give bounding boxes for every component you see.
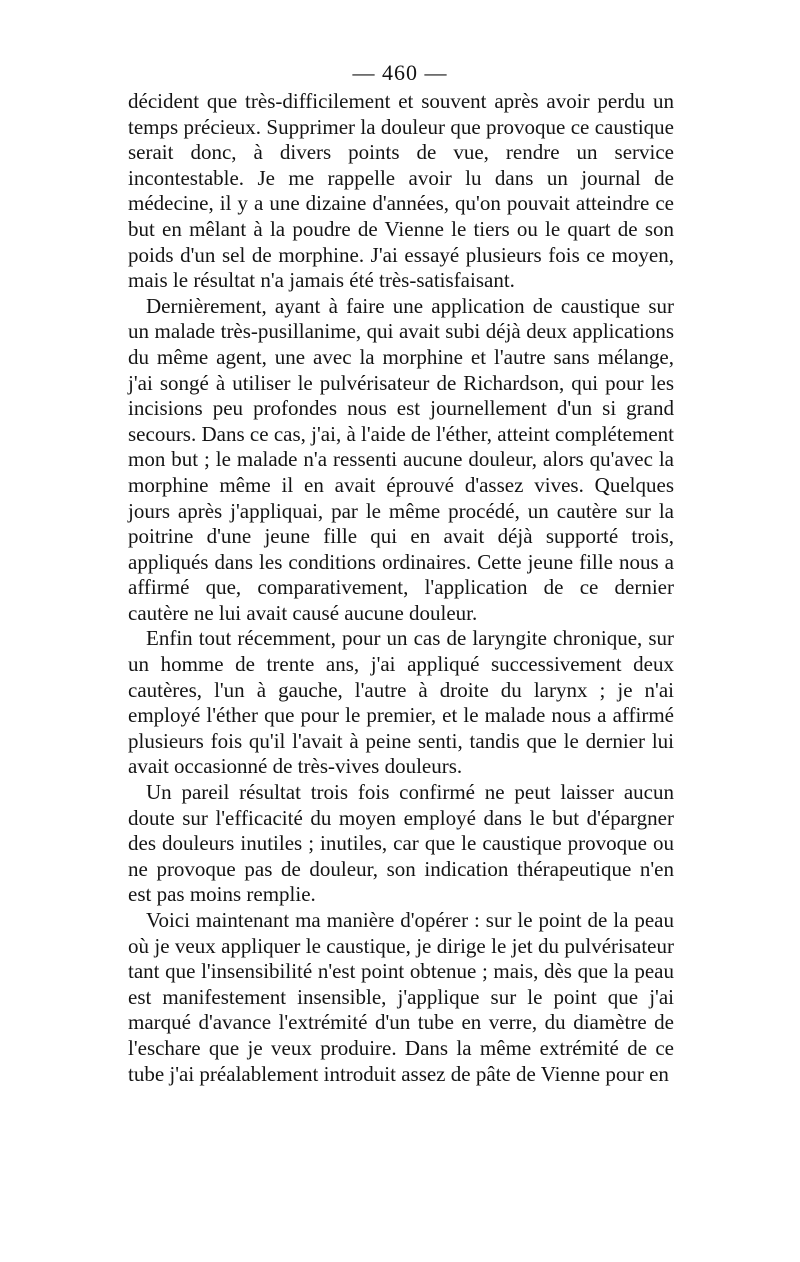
body-text bbox=[128, 89, 674, 1087]
page-number: — 460 — bbox=[352, 60, 448, 85]
paragraph-5: Voici maintenant ma manière d'opérer : sur le point de la peau où je veux appliquer le caustique, je dirige le jet du pulvérisateur tant que l'insensibilité n'est point obtenue ; mais, dès que la peau est manifestement insensible, j'applique sur le point que j'ai marqué d'avance l'extrémité d'un tube en verre, du diamètre de l'eschare que je veux produire. Dans la même extrémité de ce tube j'ai préalablement introduit assez de pâte de Vienne pour en bbox=[128, 908, 674, 1086]
paragraph-1: décident que très-difficilement et souvent après avoir perdu un temps précieux. Supprimer la douleur que provoque ce caustique serait donc, à divers points de vue, rendre un service incontestable. Je me rappelle avoir lu dans un journal de médecine, il y a une dizaine d'années, qu'on pouvait atteindre ce but en mêlant à la poudre de Vienne le tiers ou le quart de son poids d'un sel de morphine. J'ai essayé plusieurs fois ce moyen, mais le résultat n'a jamais été très-satisfaisant. bbox=[128, 89, 674, 293]
paragraph-2: Dernièrement, ayant à faire une application de caustique sur un malade très-pusillanime, qui avait subi déjà deux applications du même agent, une avec la morphine et l'autre sans mélange, j'ai songé à utiliser le pulvérisateur de Richardson, qui pour les incisions peu profondes nous est journellement d'un si grand secours. Dans ce cas, j'ai, à l'aide de l'éther, atteint complétement mon but ; le malade n'a ressenti aucune douleur, alors qu'avec la morphine même il en avait éprouvé d'assez vives. Quelques jours après j'appliquai, par le même procédé, un cautère sur la poitrine d'une jeune fille qui en avait déjà supporté trois, appliqués dans les conditions ordinaires. Cette jeune fille nous a affirmé que, comparativement, l'application de ce dernier cautère ne lui avait causé aucune douleur. bbox=[128, 293, 674, 625]
paragraph-3: Enfin tout récemment, pour un cas de laryngite chronique, sur un homme de trente ans, j'ai appliqué successivement deux cautères, l'un à gauche, l'autre à droite du larynx ; je n'ai employé l'éther que pour le premier, et le malade nous a affirmé plusieurs fois qu'il l'avait à peine senti, tandis que le dernier lui avait occasionné de très-vives douleurs. bbox=[128, 626, 674, 779]
paragraph-4: Un pareil résultat trois fois confirmé ne peut laisser aucun doute sur l'efficacité du moyen employé dans le but d'épargner des douleurs inutiles ; inutiles, car que le caustique provoque ou ne provoque pas de douleur, son indication thérapeutique n'en est pas moins remplie. bbox=[128, 780, 674, 907]
